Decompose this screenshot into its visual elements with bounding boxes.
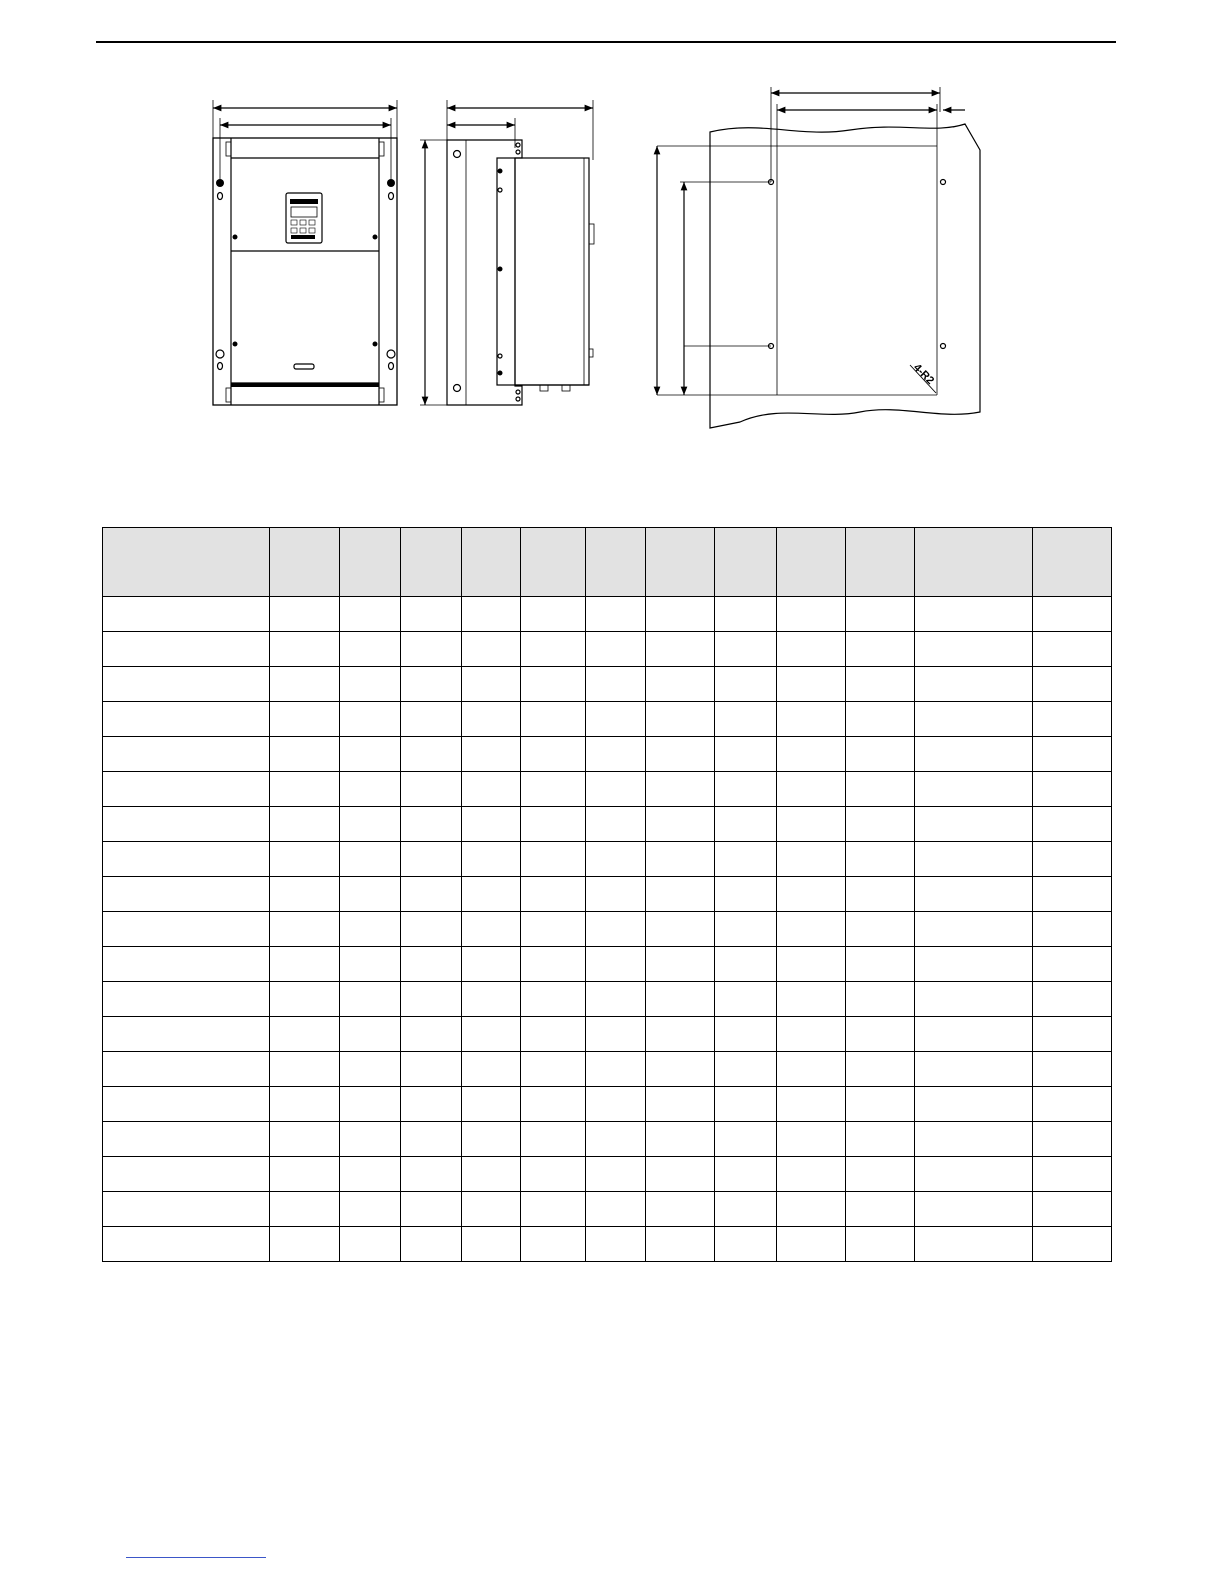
- table-cell: [646, 982, 715, 1017]
- table-cell: [521, 632, 586, 667]
- table-cell: [462, 597, 521, 632]
- table-cell: [103, 702, 270, 737]
- hole-label: 4-R2: [910, 361, 937, 387]
- table-cell: [340, 702, 401, 737]
- table-cell: [1033, 772, 1112, 807]
- table-cell: [715, 737, 777, 772]
- table-cell: [915, 1122, 1033, 1157]
- table-cell: [462, 1052, 521, 1087]
- table-cell: [103, 667, 270, 702]
- table-cell: [915, 1192, 1033, 1227]
- table-cell: [915, 1052, 1033, 1087]
- table-cell: [646, 1087, 715, 1122]
- table-cell: [270, 1087, 340, 1122]
- table-cell: [846, 947, 915, 982]
- table-cell: [586, 597, 646, 632]
- front-view: [213, 100, 397, 405]
- table-cell: [401, 807, 462, 842]
- table-cell: [586, 807, 646, 842]
- table-cell: [270, 1017, 340, 1052]
- table-cell: [646, 947, 715, 982]
- table-cell: [462, 982, 521, 1017]
- table-cell: [586, 737, 646, 772]
- table-row: [103, 947, 1112, 982]
- table-cell: [270, 1052, 340, 1087]
- dimension-table: [102, 527, 1112, 1262]
- table-cell: [521, 702, 586, 737]
- table-cell: [103, 1017, 270, 1052]
- table-cell: [270, 1157, 340, 1192]
- table-cell: [846, 597, 915, 632]
- table-cell: [270, 632, 340, 667]
- table-cell: [1033, 1017, 1112, 1052]
- table-cell: [270, 842, 340, 877]
- table-cell: [340, 597, 401, 632]
- table-cell: [462, 877, 521, 912]
- table-cell: [340, 877, 401, 912]
- table-cell: [521, 807, 586, 842]
- table-cell: [646, 1122, 715, 1157]
- table-cell: [462, 1087, 521, 1122]
- table-cell: [1033, 912, 1112, 947]
- table-cell: [340, 737, 401, 772]
- table-cell: [715, 1157, 777, 1192]
- table-cell: [462, 667, 521, 702]
- table-cell: [646, 807, 715, 842]
- table-cell: [846, 772, 915, 807]
- table-cell: [777, 702, 846, 737]
- table-cell: [270, 1122, 340, 1157]
- table-cell: [462, 772, 521, 807]
- table-cell: [1033, 1227, 1112, 1262]
- table-cell: [646, 597, 715, 632]
- table-cell: [1033, 667, 1112, 702]
- header-cell: [521, 528, 586, 597]
- table-cell: [270, 947, 340, 982]
- table-cell: [401, 1227, 462, 1262]
- table-header-row: [103, 528, 1112, 597]
- table-cell: [521, 1157, 586, 1192]
- table-cell: [777, 1227, 846, 1262]
- table-cell: [586, 1192, 646, 1227]
- table-cell: [270, 1192, 340, 1227]
- table-cell: [462, 737, 521, 772]
- table-row: [103, 1227, 1112, 1262]
- table-cell: [270, 597, 340, 632]
- table-cell: [1033, 597, 1112, 632]
- table-cell: [1033, 632, 1112, 667]
- table-cell: [586, 842, 646, 877]
- table-row: [103, 702, 1112, 737]
- table-row: [103, 667, 1112, 702]
- table-cell: [915, 877, 1033, 912]
- table-cell: [586, 1122, 646, 1157]
- table-cell: [586, 1052, 646, 1087]
- table-cell: [646, 1157, 715, 1192]
- table-cell: [777, 982, 846, 1017]
- table-cell: [915, 1157, 1033, 1192]
- table-cell: [646, 1052, 715, 1087]
- table-cell: [270, 737, 340, 772]
- table-cell: [586, 1087, 646, 1122]
- table-cell: [521, 912, 586, 947]
- table-cell: [646, 772, 715, 807]
- table-cell: [401, 1122, 462, 1157]
- table-cell: [715, 1052, 777, 1087]
- table-cell: [1033, 1157, 1112, 1192]
- table-cell: [401, 737, 462, 772]
- table-cell: [270, 807, 340, 842]
- table-row: [103, 632, 1112, 667]
- table-cell: [586, 632, 646, 667]
- table-cell: [1033, 877, 1112, 912]
- table-cell: [915, 772, 1033, 807]
- table-cell: [915, 702, 1033, 737]
- table-cell: [103, 632, 270, 667]
- table-cell: [401, 947, 462, 982]
- table-cell: [401, 1192, 462, 1227]
- table-cell: [715, 632, 777, 667]
- table-cell: [777, 1157, 846, 1192]
- table-row: [103, 1122, 1112, 1157]
- table-cell: [846, 1157, 915, 1192]
- table-cell: [103, 1157, 270, 1192]
- table-cell: [715, 1192, 777, 1227]
- table-cell: [846, 842, 915, 877]
- table-cell: [846, 877, 915, 912]
- table-cell: [846, 702, 915, 737]
- table-cell: [915, 1087, 1033, 1122]
- table-cell: [270, 912, 340, 947]
- table-cell: [846, 737, 915, 772]
- table-cell: [462, 1227, 521, 1262]
- table-cell: [462, 912, 521, 947]
- table-cell: [646, 842, 715, 877]
- table-cell: [1033, 1192, 1112, 1227]
- table-row: [103, 912, 1112, 947]
- table-cell: [846, 1122, 915, 1157]
- table-cell: [462, 702, 521, 737]
- table-cell: [1033, 702, 1112, 737]
- header-cell: [401, 528, 462, 597]
- table-cell: [462, 1017, 521, 1052]
- table-cell: [521, 842, 586, 877]
- table-cell: [777, 912, 846, 947]
- table-cell: [401, 912, 462, 947]
- table-cell: [1033, 807, 1112, 842]
- table-cell: [715, 702, 777, 737]
- table-cell: [777, 842, 846, 877]
- table-cell: [915, 807, 1033, 842]
- table-cell: [1033, 737, 1112, 772]
- header-cell: [1033, 528, 1112, 597]
- table-cell: [715, 1017, 777, 1052]
- table-cell: [715, 667, 777, 702]
- table-cell: [462, 842, 521, 877]
- table-cell: [646, 737, 715, 772]
- table-cell: [340, 1227, 401, 1262]
- table-cell: [715, 1122, 777, 1157]
- table-cell: [103, 1192, 270, 1227]
- table-row: [103, 877, 1112, 912]
- table-cell: [915, 1017, 1033, 1052]
- header-cell: [846, 528, 915, 597]
- table-cell: [777, 772, 846, 807]
- table-cell: [340, 1017, 401, 1052]
- header-cell: [340, 528, 401, 597]
- table-cell: [103, 772, 270, 807]
- table-cell: [1033, 982, 1112, 1017]
- table-cell: [103, 912, 270, 947]
- table-cell: [777, 1087, 846, 1122]
- side-view: [420, 100, 594, 405]
- header-cell: [777, 528, 846, 597]
- table-cell: [401, 1052, 462, 1087]
- table-cell: [340, 982, 401, 1017]
- table-cell: [1033, 947, 1112, 982]
- table-cell: [586, 1157, 646, 1192]
- table-cell: [103, 737, 270, 772]
- table-cell: [401, 772, 462, 807]
- table-cell: [646, 667, 715, 702]
- table-cell: [646, 1227, 715, 1262]
- table-cell: [103, 1052, 270, 1087]
- table-cell: [521, 667, 586, 702]
- table-cell: [462, 807, 521, 842]
- table-cell: [846, 912, 915, 947]
- table-cell: [915, 597, 1033, 632]
- table-cell: [340, 772, 401, 807]
- table-cell: [401, 597, 462, 632]
- header-cell: [715, 528, 777, 597]
- table-cell: [915, 632, 1033, 667]
- table-cell: [846, 1227, 915, 1262]
- table-cell: [915, 947, 1033, 982]
- table-cell: [715, 912, 777, 947]
- table-cell: [1033, 842, 1112, 877]
- table-cell: [777, 667, 846, 702]
- table-cell: [340, 1122, 401, 1157]
- table-cell: [846, 807, 915, 842]
- table-cell: [846, 1052, 915, 1087]
- table-cell: [586, 1017, 646, 1052]
- header-cell: [915, 528, 1033, 597]
- table-cell: [915, 912, 1033, 947]
- table-cell: [846, 667, 915, 702]
- table-cell: [521, 877, 586, 912]
- table-cell: [586, 982, 646, 1017]
- table-cell: [646, 877, 715, 912]
- table-cell: [777, 1017, 846, 1052]
- table-cell: [777, 632, 846, 667]
- table-cell: [270, 702, 340, 737]
- table-cell: [846, 1087, 915, 1122]
- table-cell: [715, 982, 777, 1017]
- table-row: [103, 597, 1112, 632]
- table-cell: [586, 947, 646, 982]
- table-cell: [340, 632, 401, 667]
- table-cell: [715, 1087, 777, 1122]
- table-cell: [646, 912, 715, 947]
- table-cell: [462, 1157, 521, 1192]
- table-cell: [646, 632, 715, 667]
- table-cell: [715, 597, 777, 632]
- header-cell: [462, 528, 521, 597]
- table-cell: [401, 842, 462, 877]
- table-cell: [340, 1192, 401, 1227]
- table-cell: [340, 807, 401, 842]
- table-cell: [103, 1227, 270, 1262]
- table-cell: [270, 667, 340, 702]
- table-cell: [401, 982, 462, 1017]
- table-cell: [103, 597, 270, 632]
- table-cell: [646, 702, 715, 737]
- table-cell: [462, 632, 521, 667]
- table-cell: [521, 947, 586, 982]
- table-cell: [846, 982, 915, 1017]
- table-cell: [777, 947, 846, 982]
- table-cell: [777, 1122, 846, 1157]
- table-cell: [777, 1192, 846, 1227]
- table-cell: [586, 772, 646, 807]
- table-row: [103, 1087, 1112, 1122]
- table-cell: [521, 737, 586, 772]
- table-row: [103, 1017, 1112, 1052]
- table-cell: [340, 947, 401, 982]
- table-cell: [915, 667, 1033, 702]
- table-cell: [401, 702, 462, 737]
- table-cell: [521, 1087, 586, 1122]
- header-cell: [270, 528, 340, 597]
- table-cell: [777, 737, 846, 772]
- table-cell: [103, 877, 270, 912]
- table-cell: [777, 597, 846, 632]
- table-cell: [340, 1087, 401, 1122]
- table-cell: [521, 1052, 586, 1087]
- table-cell: [646, 1017, 715, 1052]
- table-cell: [521, 597, 586, 632]
- table-cell: [103, 982, 270, 1017]
- table-cell: [270, 982, 340, 1017]
- table-cell: [401, 1017, 462, 1052]
- table-cell: [846, 632, 915, 667]
- header-cell: [646, 528, 715, 597]
- table-row: [103, 1157, 1112, 1192]
- table-cell: [462, 1122, 521, 1157]
- table-row: [103, 807, 1112, 842]
- table-cell: [103, 1122, 270, 1157]
- table-cell: [777, 807, 846, 842]
- table-cell: [103, 807, 270, 842]
- table-cell: [586, 702, 646, 737]
- table-row: [103, 1052, 1112, 1087]
- table-row: [103, 1192, 1112, 1227]
- table-cell: [401, 632, 462, 667]
- footer-link-underline: [126, 1557, 266, 1558]
- table-cell: [586, 667, 646, 702]
- table-cell: [103, 842, 270, 877]
- table-cell: [915, 737, 1033, 772]
- table-cell: [340, 1157, 401, 1192]
- table-cell: [915, 982, 1033, 1017]
- table-cell: [521, 772, 586, 807]
- table-cell: [340, 667, 401, 702]
- table-cell: [715, 807, 777, 842]
- table-cell: [1033, 1087, 1112, 1122]
- table-cell: [777, 877, 846, 912]
- table-cell: [270, 1227, 340, 1262]
- table-cell: [1033, 1052, 1112, 1087]
- table-cell: [715, 772, 777, 807]
- table-cell: [1033, 1122, 1112, 1157]
- table-cell: [777, 1052, 846, 1087]
- table-cell: [521, 1227, 586, 1262]
- table-cell: [915, 1227, 1033, 1262]
- dimension-drawing: [0, 0, 1224, 470]
- table-cell: [340, 842, 401, 877]
- table-cell: [401, 877, 462, 912]
- table-cell: [401, 667, 462, 702]
- table-row: [103, 982, 1112, 1017]
- table-cell: [340, 912, 401, 947]
- table-cell: [586, 1227, 646, 1262]
- table-cell: [715, 947, 777, 982]
- table-body: [103, 597, 1112, 1262]
- table-cell: [586, 912, 646, 947]
- header-cell: [103, 528, 270, 597]
- table-cell: [521, 982, 586, 1017]
- table-cell: [715, 877, 777, 912]
- table-row: [103, 772, 1112, 807]
- header-cell: [586, 528, 646, 597]
- table-cell: [646, 1192, 715, 1227]
- table-cell: [401, 1087, 462, 1122]
- table-cell: [103, 947, 270, 982]
- table-row: [103, 842, 1112, 877]
- table-cell: [715, 1227, 777, 1262]
- table-cell: [401, 1157, 462, 1192]
- table-cell: [462, 1192, 521, 1227]
- table-row: [103, 737, 1112, 772]
- table-cell: [103, 1087, 270, 1122]
- table-cell: [915, 842, 1033, 877]
- table-cell: [586, 877, 646, 912]
- table-cell: [715, 842, 777, 877]
- table-cell: [521, 1192, 586, 1227]
- table-cell: [462, 947, 521, 982]
- table-cell: [270, 877, 340, 912]
- table-cell: [270, 772, 340, 807]
- table-cell: [846, 1192, 915, 1227]
- table-cell: [521, 1122, 586, 1157]
- table-cell: [846, 1017, 915, 1052]
- table-cell: [340, 1052, 401, 1087]
- table-cell: [521, 1017, 586, 1052]
